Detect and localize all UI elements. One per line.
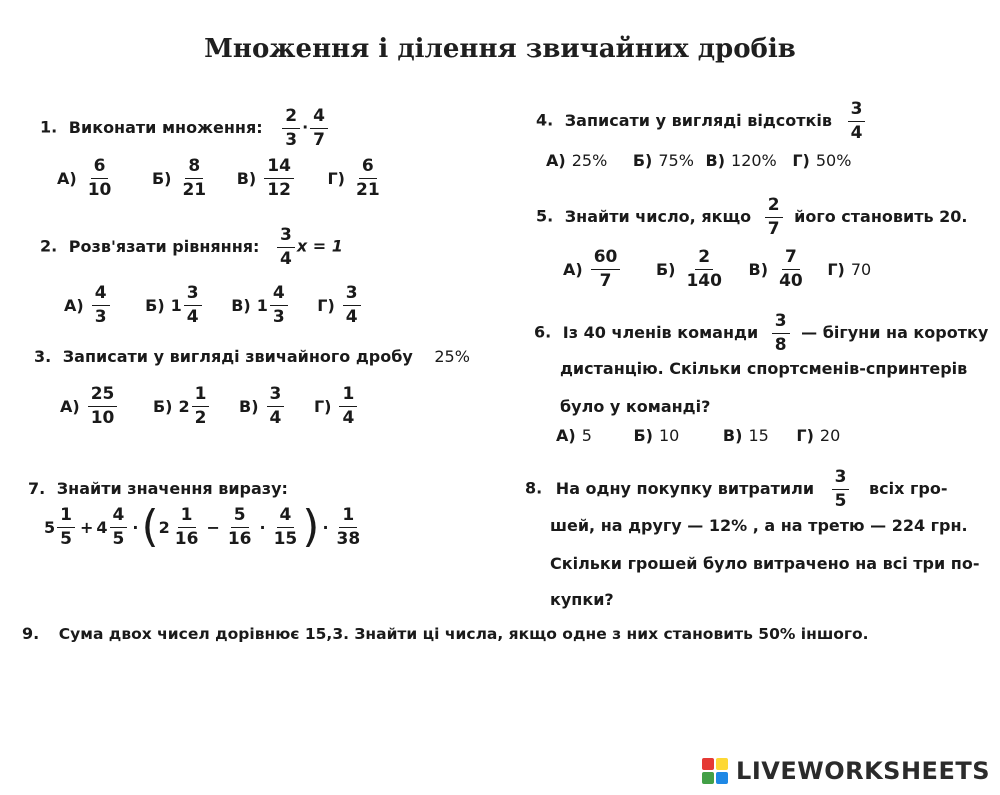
question-7-expression: 5 $\frac{1}{5}$ + 4 $\frac{4}{5}$ · ( 2 $\frac{1}{16}$ − $\frac{5}{16}$ · $\frac{4}{15}$ ) · $\frac{1}{38}$: [44, 501, 361, 552]
question-number: 3.: [34, 347, 52, 366]
option-g[interactable]: Г) $\frac{3}{4}$: [317, 284, 362, 326]
question-number: 9.: [22, 624, 40, 643]
option-g[interactable]: Г) 70: [827, 259, 872, 279]
question-text-after: — бігуни на коротку: [801, 322, 989, 342]
question-2-options: [64, 284, 363, 326]
question-8-line4: купки?: [550, 590, 614, 609]
question-2: [40, 226, 343, 268]
question-text-before: На одну покупку витратили: [555, 478, 815, 498]
fraction: $\frac{4}{7}$: [310, 107, 328, 149]
fraction: $\frac{3}{5}$: [832, 468, 850, 510]
question-text-before: Із 40 членів команди: [562, 322, 759, 342]
fraction: $\frac{2}{7}$: [765, 196, 783, 238]
option-b[interactable]: Б) 1 $\frac{3}{4}$: [145, 284, 204, 326]
option-a[interactable]: А) $\frac{4}{3}$: [64, 284, 112, 326]
option-b[interactable]: Б) 75%: [632, 151, 694, 170]
question-6-options: [556, 426, 840, 445]
option-g[interactable]: Г) 20: [796, 426, 841, 445]
question-text-after: всіх гро-: [869, 478, 948, 498]
option-a[interactable]: А) 5: [556, 426, 592, 445]
question-number: 7.: [28, 479, 46, 498]
question-text: Знайти значення виразу:: [56, 479, 288, 498]
logo-icon: [702, 758, 728, 784]
question-text: Розв'язати рівняння:: [68, 236, 260, 256]
option-v[interactable]: В) $\frac{7}{40}$: [748, 247, 803, 291]
option-a[interactable]: А) $\frac{25}{10}$: [60, 385, 119, 427]
question-text: Записати у вигляді відсотків: [564, 110, 832, 130]
question-number: 4.: [536, 110, 554, 130]
question-text-after: його становить 20.: [794, 206, 968, 226]
question-1-options: [57, 157, 385, 199]
option-v[interactable]: В) 15: [722, 426, 769, 445]
question-6: [534, 312, 988, 354]
question-text: Записати у вигляді звичайного дробу: [62, 347, 413, 366]
option-v[interactable]: В) $\frac{3}{4}$: [239, 385, 286, 427]
question-5-options: [563, 248, 871, 290]
question-number: 1.: [40, 117, 58, 137]
option-v[interactable]: В) 120%: [705, 151, 777, 170]
question-6-line3: було у команді?: [560, 397, 711, 416]
option-v[interactable]: В) $\frac{14}{12}$: [237, 157, 296, 199]
fraction: $\frac{3}{4}$: [848, 100, 866, 142]
fraction: $\frac{3}{4}$: [277, 226, 295, 268]
fraction: $\frac{3}{8}$: [772, 312, 790, 354]
question-6-line2: дистанцію. Скільки спортсменів-спринтерів: [560, 359, 968, 378]
question-number: 2.: [40, 236, 58, 256]
option-v[interactable]: В) 1 $\frac{4}{3}$: [231, 284, 290, 326]
option-b[interactable]: Б) 2 $\frac{1}{2}$: [153, 385, 212, 427]
fraction: $\frac{2}{3}$: [282, 107, 300, 149]
question-4-options: [546, 151, 851, 170]
question-text-before: Знайти число, якщо: [564, 206, 752, 226]
liveworksheets-logo[interactable]: [702, 757, 990, 785]
option-b[interactable]: Б) $\frac{8}{21}$: [151, 156, 207, 200]
option-g[interactable]: Г) $\frac{1}{4}$: [314, 385, 359, 427]
question-3-options: [60, 385, 359, 427]
option-b[interactable]: Б) 10: [633, 426, 680, 445]
question-5: [536, 196, 968, 238]
logo-text: LIVEWORKSHEETS: [736, 757, 990, 785]
question-number: 8.: [525, 478, 543, 498]
option-a[interactable]: А) $\frac{6}{10}$: [57, 156, 112, 200]
question-text: Сума двох чисел дорівнює 15,3. Знайти ці числа, якщо одне з них становить 50% іншого.: [58, 625, 869, 643]
question-8-line3: Скільки грошей було витрачено на всі три по-: [550, 554, 980, 573]
percent-value: 25%: [434, 347, 470, 366]
option-a[interactable]: А) $\frac{60}{7}$: [563, 248, 622, 290]
question-7: [28, 479, 288, 498]
question-3: [34, 347, 470, 366]
option-a[interactable]: А) 25%: [546, 151, 608, 170]
option-g[interactable]: Г) $\frac{6}{21}$: [327, 156, 380, 200]
question-4: [536, 100, 867, 142]
question-number: 5.: [536, 206, 554, 226]
option-g[interactable]: Г) 50%: [792, 151, 852, 170]
question-number: 6.: [534, 322, 552, 342]
question-8: [525, 468, 947, 510]
question-text: Виконати множення:: [68, 117, 263, 137]
question-1: 1. Виконати множення: $\frac{2}{3}$ · $\frac{4}{7}$: [40, 107, 330, 149]
equation-rest: x = 1: [296, 236, 343, 256]
page-title: Множення і ділення звичайних дробів: [204, 34, 796, 64]
question-9: [22, 624, 869, 643]
question-8-line2: шей, на другу — 12% , а на третю — 224 грн.: [550, 516, 968, 535]
option-b[interactable]: Б) $\frac{2}{140}$: [655, 247, 722, 291]
